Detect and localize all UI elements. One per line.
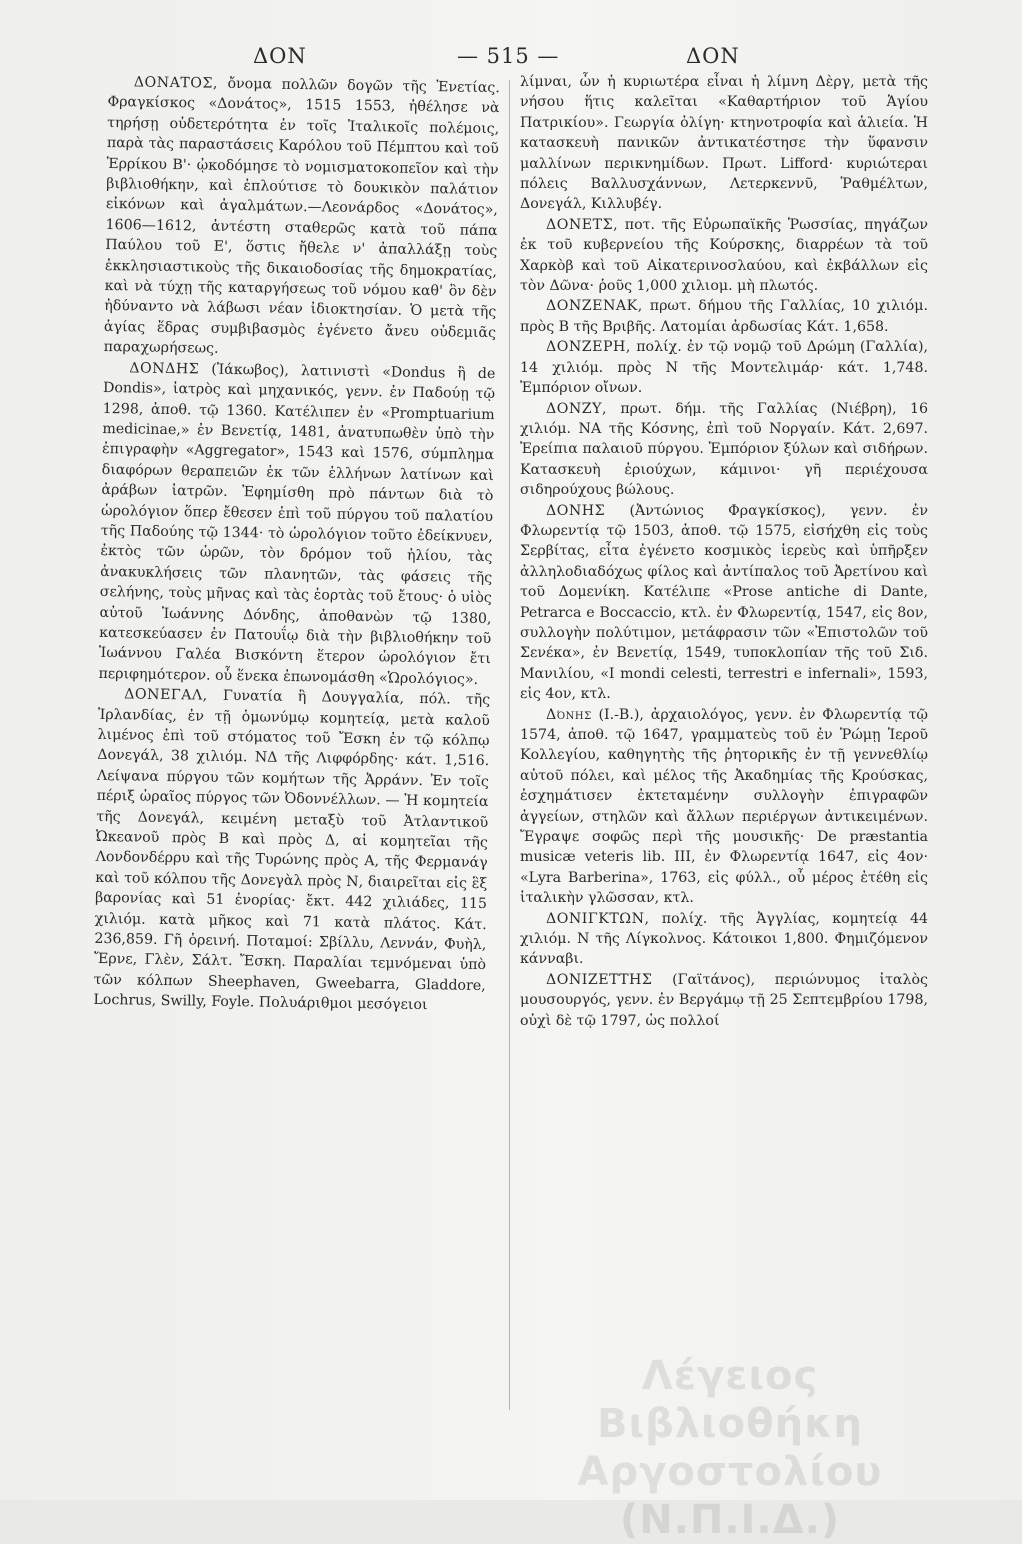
page-number: — 515 — [457, 44, 560, 68]
entry-headword: ΔΟΝΗΣ [546, 502, 606, 519]
entry-headword: Δόνης [546, 706, 592, 723]
entry-headword: ΔΟΝΑΤΟΣ, [133, 74, 219, 92]
entry-doni-antonio [520, 501, 928, 705]
entry-text: πρωτ. δήμ. τῆς Γαλλίας (Νιέβρη), 16 χιλιόμ. ΝΑ τῆς Κόσνης, ἐπὶ τοῦ Νοργαίν. Κάτ. 2,697. Ἐρείπια παλαιοῦ πύργου. Ἐμπόριον ξύλων καὶ σιδήρων. Κατασκευὴ ἐριούχων, κάμινοι· γῆ περιέχουσα σιδηρούχους βώλους. [520, 400, 928, 499]
left-column [93, 72, 500, 1017]
entry-text: ποτ. τῆς Εὐρωπαϊκῆς Ῥωσσίας, πηγάζων ἐκ τοῦ κυβερνείου τῆς Κούρσκης, διαρρέων τὰ τοῦ Χαρκὸβ καὶ τοῦ Αἰκατερινοσλαύου, καὶ ἐκβάλλων εἰς τὸν Δῶνα· ῥοῦς 1,000 χιλιομ. μὴ πλωτός. [520, 216, 929, 295]
entry-text: πρωτ. δήμου τῆς Γαλλίας, 10 χιλιόμ. πρὸς Β τῆς Βριβῆς. Λατομίαι ἀρδωσίας Κάτ. 1,658. [520, 298, 928, 335]
entry-donegal [93, 684, 490, 1017]
entry-text: (Ἀντώνιος Φραγκίσκος), γενν. ἐν Φλωρεντίᾳ τῷ 1503, ἀποθ. τῷ 1575, εἰσήχθη εἰς τοὺς Σερβίτας, εἶτα ἐγένετο κοσμικὸς ἱερεὺς καὶ ὑπῆρξεν ἀλληλοδιαδόχως φίλος καὶ ἀντίπαλος τοῦ Ἀρετίνου καὶ τοῦ Δομενίκη. Κατέλιπε «Prose antiche di Dante, Petrarca e Boccaccio, κτλ. ἐν Φλωρεντίᾳ, 1547, εἰς 8ον, συλλογὴν πολύτιμον, μετάφρασιν τῶν «Ἐπιστολῶν τοῦ Σενέκα», ἐν Βενετίᾳ, 1549, τυποκλοπίαν τῆς τοῦ Σιδ. Μανιλίου, «I mondi celesti, terrestri e infernali», 1593, εἰς 4ον, κτλ. [520, 502, 928, 703]
running-head-right: ΔΟΝ [686, 44, 740, 68]
entry-text: (Ἰάκωβος), λατινιστὶ «Dondus ἢ de Dondis», ἰατρὸς καὶ μηχανικός, γενν. ἐν Παδούῃ τῷ 1298, ἀποθ. τῷ 1360. Κατέλιπεν ἐν «Promptuarium medicinae,» ἐν Βενετίᾳ, 1481, ἀνατυπωθὲν ὑπὸ τὴν ἐπιγραφὴν «Aggregator», 1543 καὶ 1576, σύμπλημα διαφόρων θεραπειῶν ἐκ τῶν ἑλλήνων λατίνων καὶ ἀράβων ἰατρῶν. Ἐφημίσθη πρὸ πάντων διὰ τὸ ὡρολόγιον ὅπερ ἔθεσεν ἐπὶ τοῦ πύργου τοῦ παλατίου τῆς Παδούης τῷ 1344· τὸ ὡρολόγιον τοῦτο ἐδείκνυεν, ἐκτὸς τῶν ὡρῶν, τὸν δρόμον τοῦ ἡλίου, τὰς ἀνακυκλήσεις τῶν πλανητῶν, τὰς φάσεις τῆς σελήνης, τοὺς μῆνας καὶ τὰς ἑορτὰς τοῦ ἔτους· ὁ υἱὸς αὐτοῦ Ἰωάννης Δόνδης, ἀποθανὼν τῷ 1380, κατεσκεύασεν ἐν Πατουΐῳ διὰ τὴν βιβλιοθήκην τοῦ Ἰωάννου Γαλέα Βισκόντη ἕτερον ὡρολόγιον ἔτι περιφημότερον. οὗ ἕνεκα ἐπωνομάσθη «Ὡρολόγιος». [98, 361, 496, 688]
library-watermark: Λέγειος Βιβλιοθήκη Αργοστολίου (Ν.Π.Ι.Δ.) [577, 1353, 883, 1543]
entry-text: (I.-B.), ἀρχαιολόγος, γενν. ἐν Φλωρεντίᾳ τῷ 1574, ἀποθ. τῷ 1647, γραμματεὺς τοῦ ἐν Ῥώμῃ Ἱεροῦ Κολλεγίου, καθηγητὴς τῆς ῥητορικῆς ἐν τῇ γεννεθλίῳ αὐτοῦ πόλει, καὶ μέλος τῆς Ἀκαδημίας τῆς Κρούσκας, ἐσχημάτισεν ἐκτεταμένην συλλογὴν ἐπιγραφῶν ἀγγείων, στηλῶν καὶ ἄλλων περιέργων ἀντικειμένων. Ἔγραψε σοφῶς περὶ τῆς μουσικῆς· De præstantia musicæ veteris lib. III, ἐν Φλωρεντίᾳ 1647, εἰς 4ον· «Lyra Barberina», 1763, εἰς φύλλ., οὗ μέρος ἐτέθη εἰς ἰταλικὴν γλῶσσαν, κτλ. [520, 706, 928, 907]
column-divider [509, 80, 510, 1410]
entry-text: λίμναι, ὧν ἡ κυριωτέρα εἶναι ἡ λίμνη Δὲργ, μετὰ τῆς νήσου ἥτις καλεῖται «Καθαρτήριον τοῦ Ἁγίου Πατρικίου». Γεωργία ὀλίγη· κτηνοτροφία καὶ ἁλιεία. Ἡ κατασκευὴ πανικῶν ἀντικατέστησε τὴν ὕφανσιν μαλλίνων περικνημίδων. Πρωτ. Lifford· κυριώτεραι πόλεις Βαλλυσχάννων, Λετερκεννῦ, Ῥαθμέλτων, Δονεγάλ, Κιλλυβέγ. [520, 74, 928, 213]
entry-donets [520, 215, 928, 297]
entry-donzy [520, 399, 928, 501]
entry-headword: ΔΟΝΔΗΣ [129, 360, 200, 378]
entry-headword: ΔΟΝΖΕΡΗ, [546, 339, 631, 356]
entry-text: (Γαϊτάνος), περιώνυμος ἰταλὸς μουσουργός, γενν. ἐν Βεργάμῳ τῇ 25 Σεπτεμβρίου 1798, οὐχὶ δὲ τῷ 1797, ὡς πολλοί [520, 971, 928, 1029]
entry-text: ὄνομα πολλῶν δογῶν τῆς Ἐνετίας. Φραγκίσκος «Δονάτος», 1515 1553, ἠθέλησε νὰ τηρήσῃ οὐδετερότητα ἐν τοῖς Ἰταλικοῖς πολέμοις, παρὰ τὰς παραστάσεις Καρόλου τοῦ Πέμπτου καὶ τοῦ Ἐρρίκου Β'· ᾠκοδόμησε τὸ νομισματοκοπεῖον καὶ τὴν βιβλιοθήκην, καὶ ἐπλούτισε τὸ δουκικὸν παλάτιον εἰκόνων καὶ ἀγαλμάτων.—Λεονάρδος «Δονάτος», 1606—1612, ἀντέστη σταθερῶς κατὰ τοῦ πάπα Παύλου τοῦ Ε', ὅστις ἤθελε ν' ἀπαλλάξῃ τοὺς ἐκκλησιαστικοὺς τῆς δικαιοδοσίας τῆς δημοκρατίας, καὶ νὰ τύχῃ τῆς καταργήσεως τοῦ νόμου καθ' ὃν δὲν ἠδύναντο νὰ λάβωσι νέαν ἰδιοκτησίαν. Ὁ μετὰ τῆς ἁγίας ἕδρας συμβιβασμὸς ἐγένετο ἄνευ οὐδεμιᾶς παραχωρήσεως. [103, 75, 500, 358]
entry-donizetti [520, 970, 928, 1031]
entry-headword: ΔΟΝΙΓΚΤΩΝ, [546, 910, 650, 927]
entry-doni-gb [520, 705, 928, 909]
entry-continuation [520, 72, 928, 215]
right-column [520, 72, 928, 1031]
entry-headword: ΔΟΝΖΕΝΑΚ, [546, 298, 643, 315]
entry-text: πολίχ. τῆς Ἀγγλίας, κομητείᾳ 44 χιλιόμ. Ν τῆς Λίγκολνος. Κάτοικοι 1,800. Φημιζόμενον κάνναβι. [520, 910, 929, 968]
entry-headword: ΔΟΝΙΖΕΤΤΗΣ [546, 971, 653, 988]
running-head [0, 44, 1022, 74]
entry-donatos [104, 72, 500, 364]
entry-donington [520, 909, 928, 970]
entry-headword: ΔΟΝΕΤΣ, [546, 216, 619, 233]
entry-donzenac [520, 296, 928, 337]
entry-donzere [520, 337, 928, 398]
running-head-left: ΔΟΝ [253, 44, 307, 68]
entry-headword: ΔΟΝΕΓΑΛ, [124, 686, 208, 704]
entry-text: Γυνατία ἢ Δουγγαλία, πόλ. τῆς Ἰρλανδίας, ἐν τῇ ὁμωνύμῳ κομητείᾳ, μετὰ καλοῦ λιμένος ἐπὶ τοῦ στόματος τοῦ Ἔσκη ἐν τῷ κόλπῳ Δονεγάλ, 38 χιλιόμ. ΝΔ τῆς Λιφφόρδης· κάτ. 1,516. Λείψανα πύργου τῶν κομήτων τῆς Ἀρράνν. Ἐν τοῖς πέριξ ὡραῖος πύργος τῶν Ὀδοννέλλων. — Ἡ κομητεία τῆς Δονεγάλ, κειμένη μεταξὺ τοῦ Ἀτλαντικοῦ Ὠκεανοῦ πρὸς Β καὶ πρὸς Δ, αἱ κομητεῖαι τῆς Λονδονδέρρυ καὶ τῆς Τυρώνης πρὸς Α, τῆς Φερμανάγ καὶ τοῦ κόλπου τῆς Δονεγὰλ πρὸς Ν, διαιρεῖται εἰς ἓξ βαρονίας καὶ 51 ἐνορίας· ἔκτ. 442 χιλιάδες, 115 χιλιόμ. κατὰ μῆκος καὶ 71 κατὰ πλάτος. Κάτ. 236,859. Γῆ ὀρεινή. Ποταμοί: Σβίλλυ, Λεννάν, Φυὴλ, Ἔρνε, Γλὲν, Σάλτ. Ἔσκη. Παραλίαι τεμνόμεναι ὑπὸ τῶν κόλπων Sheephaven, Gweebarra, Gladdore, Lochrus, Swilly, Foyle. Πολυάριθμοι μεσόγειοι [93, 688, 491, 1014]
entry-headword: ΔΟΝΖΥ, [546, 400, 608, 417]
entry-text: πολίχ. ἐν τῷ νομῷ τοῦ Δρώμη (Γαλλία), 14 χιλιόμ. πρὸς Ν τῆς Μοντελιμάρ· κάτ. 1,748. Ἐμπόριον οἴνων. [520, 339, 928, 397]
entry-dondis [98, 358, 495, 691]
